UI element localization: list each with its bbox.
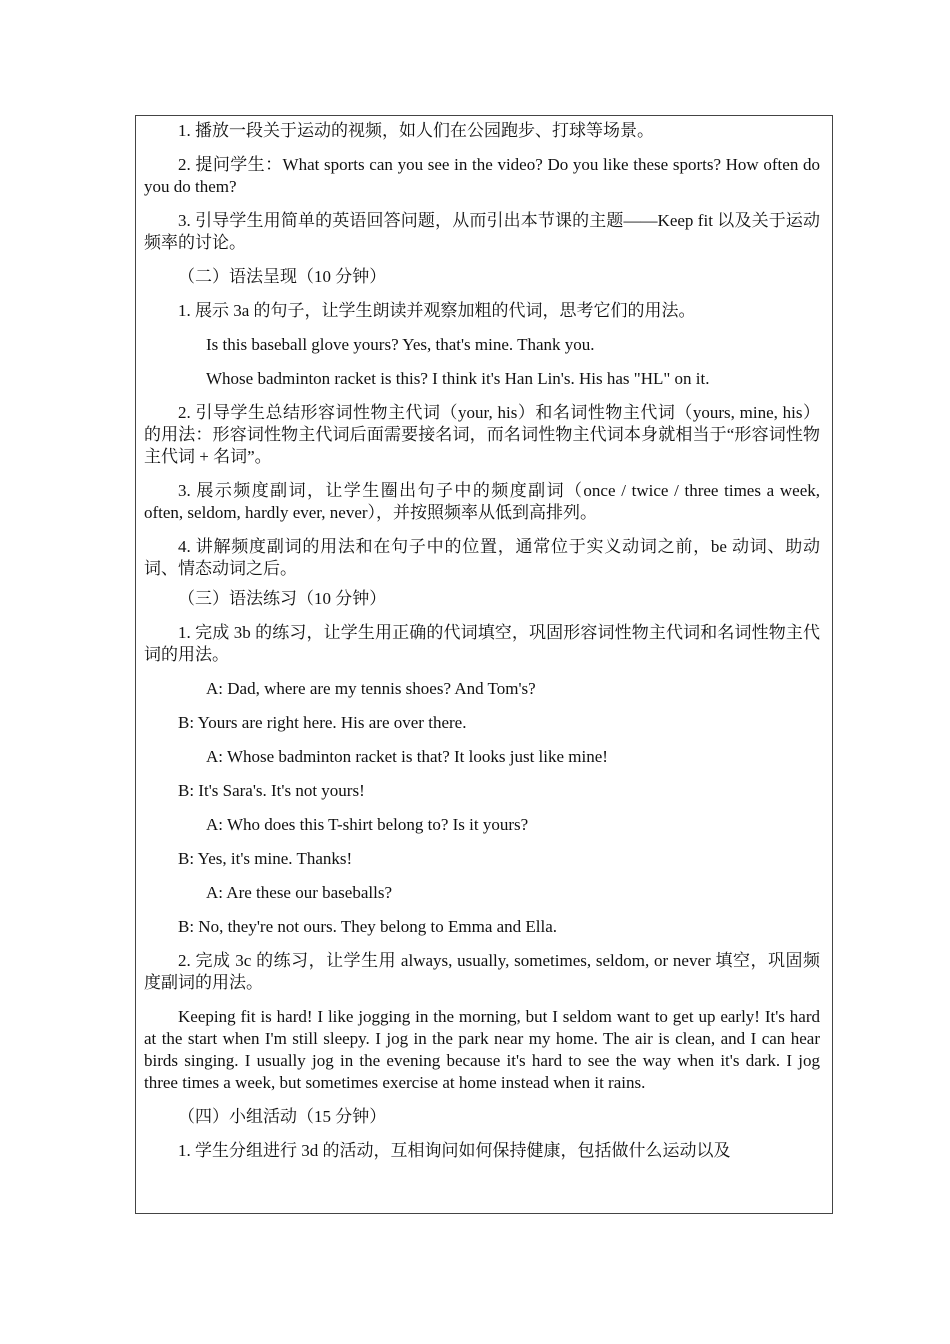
presentation-step-2: 2. 引导学生总结形容词性物主代词（your, his）和名词性物主代词（yours, mine, his）的用法：形容词性物主代词后面需要接名词，而名词性物主代词本身就相当于“形容词性物主代词 + 名词”。 — [144, 403, 820, 466]
lesson-plan-table-cell — [135, 115, 833, 1214]
presentation-step-1: 1. 展示 3a 的句子，让学生朗读并观察加粗的代词，思考它们的用法。 — [178, 301, 696, 320]
intro-step-3: 3. 引导学生用简单的英语回答问题，从而引出本节课的主题——Keep fit 以及关于运动频率的讨论。 — [144, 211, 820, 252]
practice-step-2: 2. 完成 3c 的练习，让学生用 always, usually, sometimes, seldom, or never 填空，巩固频度副词的用法。 — [144, 951, 820, 992]
practice-step-1: 1. 完成 3b 的练习，让学生用正确的代词填空，巩固形容词性物主代词和名词性物主代词的用法。 — [144, 623, 820, 664]
dialogue-line: A: Whose badminton racket is that? It looks just like mine! — [206, 747, 608, 766]
intro-step-1: 1. 播放一段关于运动的视频，如人们在公园跑步、打球等场景。 — [178, 121, 654, 140]
practice-passage: Keeping fit is hard! I like jogging in the morning, but I seldom want to get up early! It's hard at the start when I'm still sleepy. I jog in the park near my home. The air is clean, and I can hear birds singing. I usually jog in the evening because it's hard to see the way when it's dark. I jog three times a week, but sometimes exercise at home instead when it rains. — [144, 1007, 820, 1092]
example-sentence-1: Is this baseball glove yours? Yes, that's mine. Thank you. — [206, 335, 595, 354]
example-sentence-2: Whose badminton racket is this? I think it's Han Lin's. His has "HL" on it. — [206, 369, 710, 388]
intro-step-2: 2. 提问学生：What sports can you see in the video? Do you like these sports? How often do you do them? — [144, 155, 820, 196]
dialogue-line: B: Yours are right here. His are over there. — [178, 713, 467, 732]
dialogue-line: A: Are these our baseballs? — [206, 883, 392, 902]
dialogue-line: A: Dad, where are my tennis shoes? And Tom's? — [206, 679, 536, 698]
dialogue-line: B: Yes, it's mine. Thanks! — [178, 849, 353, 868]
section-heading-grammar-presentation: （二）语法呈现（10 分钟） — [178, 267, 387, 286]
dialogue-line: A: Who does this T-shirt belong to? Is it yours? — [206, 815, 529, 834]
section-heading-grammar-practice: （三）语法练习（10 分钟） — [178, 589, 387, 608]
section-heading-group-activity: （四）小组活动（15 分钟） — [178, 1107, 387, 1126]
lesson-content — [144, 116, 820, 1162]
dialogue-line: B: No, they're not ours. They belong to Emma and Ella. — [178, 917, 558, 936]
presentation-step-4: 4. 讲解频度副词的用法和在句子中的位置，通常位于实义动词之前，be 动词、助动词、情态动词之后。 — [144, 537, 820, 578]
presentation-step-3: 3. 展示频度副词，让学生圈出句子中的频度副词（once / twice / three times a week, often, seldom, hardly ever, never），并按照频率从低到高排列。 — [144, 481, 820, 522]
dialogue-line: B: It's Sara's. It's not yours! — [178, 781, 365, 800]
group-activity-step-1: 1. 学生分组进行 3d 的活动，互相询问如何保持健康，包括做什么运动以及 — [178, 1141, 731, 1160]
